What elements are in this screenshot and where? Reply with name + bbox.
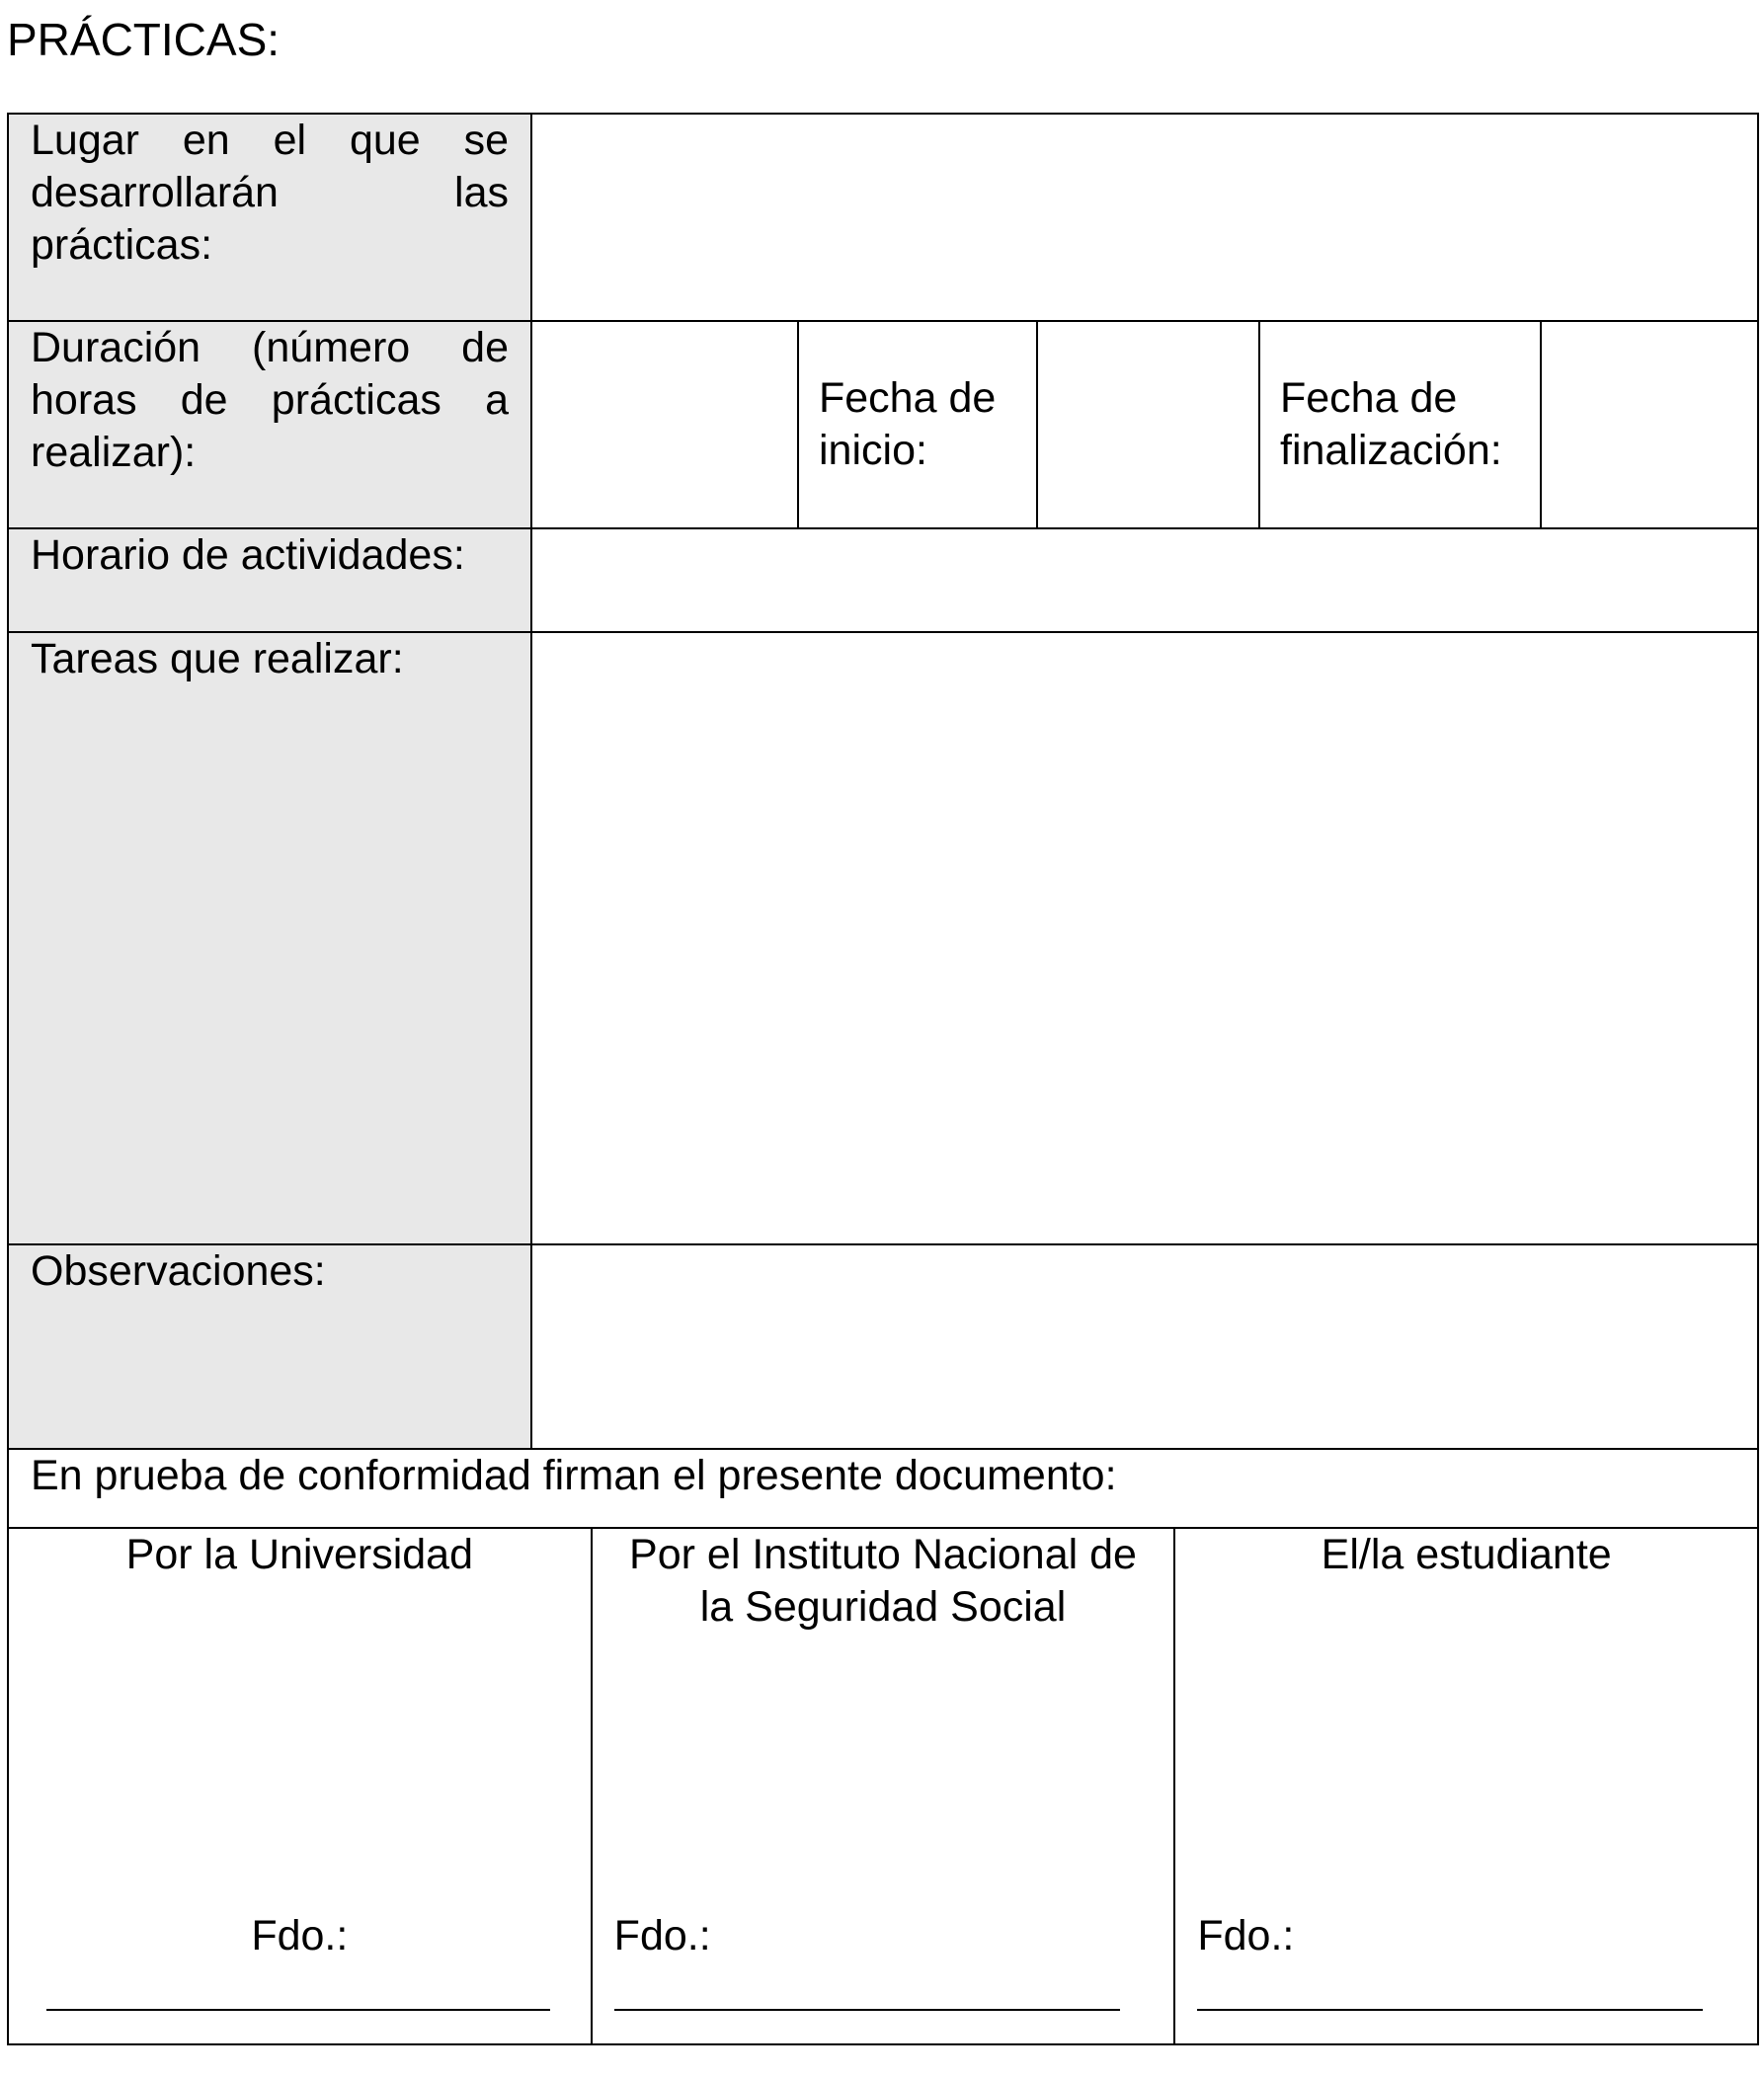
internship-form-table: [7, 113, 1759, 2045]
schedule-input-cell[interactable]: [531, 528, 1758, 632]
signature-block-institute: [592, 1529, 1175, 2043]
signature-container: [8, 1528, 1758, 2044]
schedule-label-cell: [8, 528, 531, 632]
tasks-label-cell: [8, 632, 531, 1244]
observations-input-cell[interactable]: [531, 1244, 1758, 1449]
signature-line-student[interactable]: [1197, 2009, 1703, 2011]
place-label-cell: [8, 114, 531, 321]
duration-row: [8, 321, 1758, 528]
tasks-input-cell[interactable]: [531, 632, 1758, 1244]
signature-line-university[interactable]: [46, 2009, 550, 2011]
schedule-row: [8, 528, 1758, 632]
start-date-input-cell[interactable]: [1037, 321, 1259, 528]
schedule-label: Horario de actividades:: [31, 531, 465, 579]
observations-row: [8, 1244, 1758, 1449]
end-date-input-cell[interactable]: [1541, 321, 1758, 528]
place-input-cell[interactable]: [531, 114, 1758, 321]
signature-fdo-student: Fdo.:: [1197, 1912, 1295, 1959]
conformity-row: [8, 1449, 1758, 1528]
signature-fdo-university: Fdo.:: [251, 1912, 349, 1959]
signature-title-institute: Por el Instituto Nacional de la Seguridad Social: [629, 1531, 1137, 1631]
page-title: PRÁCTICAS:: [7, 14, 281, 65]
place-row: [8, 114, 1758, 321]
signature-title-student: El/la estudiante: [1321, 1531, 1612, 1578]
signature-title-university: Por la Universidad: [125, 1531, 473, 1578]
duration-label-cell: [8, 321, 531, 528]
conformity-cell: [8, 1449, 1758, 1528]
end-date-label: Fecha de finalización:: [1280, 374, 1502, 474]
signature-table: [9, 1529, 1757, 2043]
conformity-text: En prueba de conformidad firman el presente documento:: [31, 1452, 1117, 1499]
start-date-label-cell: [798, 321, 1037, 528]
observations-label: Observaciones:: [31, 1247, 326, 1295]
place-label: Lugar en el que se desarrollarán las prácticas:: [31, 117, 509, 269]
tasks-row: [8, 632, 1758, 1244]
signature-line-institute[interactable]: [614, 2009, 1120, 2011]
end-date-label-cell: [1259, 321, 1541, 528]
duration-input-cell[interactable]: [531, 321, 798, 528]
tasks-label: Tareas que realizar:: [31, 635, 404, 682]
signature-row: [8, 1528, 1758, 2044]
duration-label: Duración (número de horas de prácticas a realizar):: [31, 324, 509, 476]
signature-block-university: [9, 1529, 592, 2043]
observations-label-cell: [8, 1244, 531, 1449]
signature-fdo-institute: Fdo.:: [613, 1912, 711, 1959]
signature-block-student: [1174, 1529, 1757, 2043]
start-date-label: Fecha de inicio:: [819, 374, 997, 474]
